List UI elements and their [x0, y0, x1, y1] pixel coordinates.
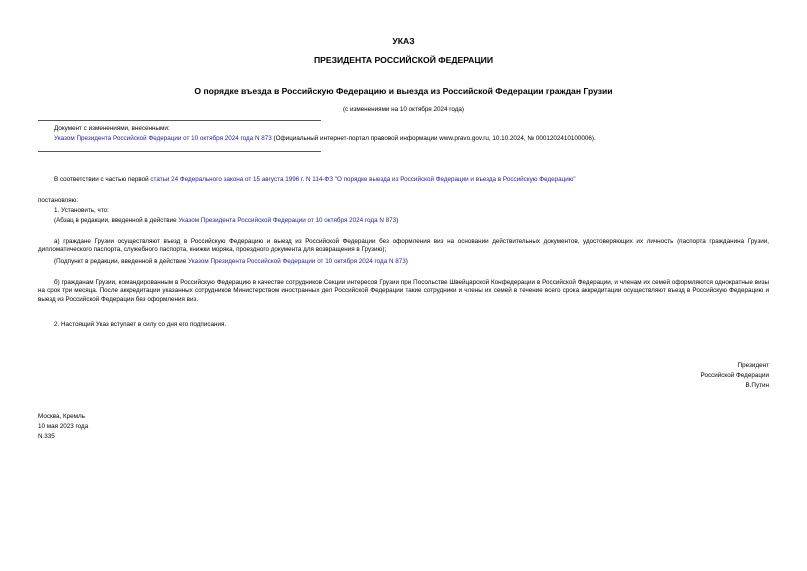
subitem-b: б) гражданам Грузии, командированным в Российскую Федерацию в качестве сотрудников Секции интересов Грузии при Посольстве Швейцарской Конфедерации в Российской Федерации, и членам их семей оформляются однократные визы на срок три месяца. После аккредитации указанных сотрудников Министерством иностранных дел Российской Федерации такие сотрудники и члены их семей в течение всего срока аккредитации осуществляют въезд в Российскую Федерацию и выезд из Российской Федерации без оформления виз.	[38, 279, 769, 303]
subitem-a-note: (Подпункт в редакции, введенной в действие Указом Президента Российской Федерации от 10 октября 2024 года N 873)	[54, 258, 408, 265]
preamble-text: В соответствии с частью первой	[54, 176, 151, 183]
changes-entry	[54, 135, 596, 143]
changes-intro: Документ с изменениями, внесенными:	[54, 125, 170, 132]
signing-date: 10 мая 2023 года	[38, 423, 89, 430]
changes-box-top-rule	[38, 120, 321, 121]
amendments-note: (с изменениями на 10 октября 2024 года)	[342, 106, 465, 113]
subitem-a-note-link[interactable]: Указом Президента Российской Федерации от 10 октября 2024 года N 873	[188, 258, 406, 265]
changes-source: (Официальный интернет-портал правовой информации www.pravo.gov.ru, 10.10.2024, № 0001202410100006).	[271, 135, 596, 142]
item-2: 2. Настоящий Указ вступает в силу со дня его подписания.	[54, 321, 227, 328]
item-1: 1. Установить, что:	[54, 207, 109, 214]
preamble	[54, 176, 576, 184]
document-title: УКАЗ	[392, 36, 415, 46]
document-subject: О порядке въезда в Российскую Федерацию и выезда из Российской Федерации граждан Грузии	[194, 86, 613, 96]
decree-number: N 335	[38, 433, 55, 440]
signing-place: Москва, Кремль	[38, 413, 85, 420]
changes-box-bottom-rule	[38, 151, 321, 152]
item-1-note: (Абзац в редакции, введенной в действие Указом Президента Российской Федерации от 10 октября 2024 года N 873)	[54, 217, 399, 224]
federal-law-link[interactable]: статьи 24 Федерального закона от 15 августа 1996 г. N 114-ФЗ "О порядке выезда из Российской Федерации и въезда в Российскую Федерацию"	[150, 176, 576, 183]
amending-decree-link[interactable]: Указом Президента Российской Федерации от 10 октября 2024 года N 873	[54, 135, 272, 142]
signature-name: В.Путин	[745, 382, 769, 389]
decree-word: постановляю:	[38, 197, 79, 204]
subitem-a: а) граждане Грузии осуществляют въезд в Российскую Федерацию и выезд из Российской Федерации без оформления виз на основании действительных документов, удостоверяющих их личность (паспорта гражданина Грузии, дипломатического паспорта, служебного паспорта, книжки моряка, проездного документа для возвращения в Грузию);	[38, 238, 769, 254]
document-issuer: ПРЕЗИДЕНТА РОССИЙСКОЙ ФЕДЕРАЦИИ	[313, 55, 494, 65]
signature-position: Президент	[737, 362, 769, 369]
item-1-note-link[interactable]: Указом Президента Российской Федерации от 10 октября 2024 года N 873	[178, 217, 397, 224]
signature-country: Российской Федерации	[700, 372, 769, 379]
